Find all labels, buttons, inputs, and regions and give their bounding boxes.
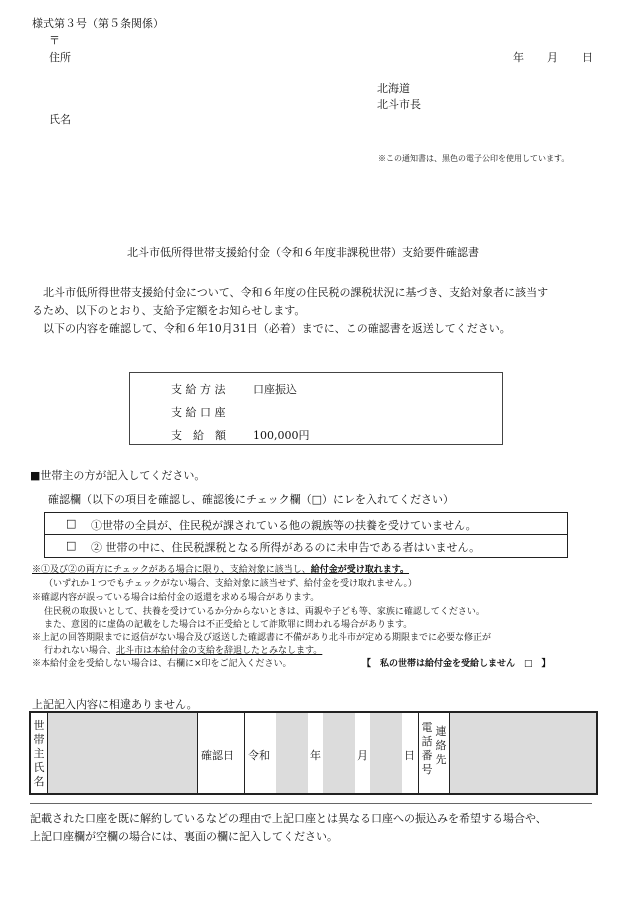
- payment-amount-label: 支 給 額: [171, 429, 226, 442]
- date-month-label: 月: [547, 51, 558, 64]
- day-label: 日: [404, 749, 415, 762]
- checkbox-1[interactable]: □: [66, 517, 77, 530]
- year-cell: [308, 713, 323, 793]
- section-heading: ■世帯主の方が記入してください。: [30, 469, 206, 482]
- payment-info-box: [129, 372, 503, 445]
- confirm-date-label-cell: [198, 713, 244, 793]
- note-1-part-a: ※①及び②の両方にチェックがある場合に限り、支給対象に該当し、: [32, 565, 311, 575]
- note-2: （いずれか１つでもチェックがない場合、支給対象に該当せず、給付金を受け取れません。）: [44, 579, 418, 589]
- contact-label: 連 絡 先: [435, 725, 447, 766]
- head-name-label: 世 帯 主 氏 名: [33, 719, 45, 788]
- year-label: 年: [310, 749, 321, 762]
- checkbox-2[interactable]: □: [66, 539, 77, 552]
- confirm-date-label: 確認日: [201, 749, 234, 762]
- contact-phone-field[interactable]: [450, 713, 596, 793]
- decline-option[interactable]: 【 私の世帯は給付金を受給しません □ 】: [362, 659, 551, 669]
- footer-line-1: 記載された口座を既に解約しているなどの理由で上記口座とは異なる口座への振込みを希望する場合や、: [30, 812, 547, 825]
- day-cell: [402, 713, 418, 793]
- month-label: 月: [357, 749, 368, 762]
- note-1-part-b: 給付金が受け取れます。: [310, 565, 410, 575]
- address-label: 住所: [49, 51, 71, 64]
- head-name-label-cell: [31, 713, 47, 793]
- postal-mark: 〒: [49, 34, 60, 47]
- month-field[interactable]: [323, 713, 355, 793]
- month-cell: [355, 713, 370, 793]
- payment-amount-value: 100,000円: [253, 429, 310, 442]
- confirmation-checklist: [44, 512, 568, 558]
- checklist-row-2: [45, 535, 567, 556]
- checklist-item-1-text: ①世帯の全員が、住民税が課されている他の親族等の扶養を受けていません。: [91, 519, 477, 532]
- signature-table: [29, 711, 598, 795]
- footer-divider: [30, 803, 592, 804]
- name-label: 氏名: [49, 113, 71, 126]
- date-year-label: 年: [513, 51, 524, 64]
- document-title: 北斗市低所得世帯支援給付金（令和６年度非課税世帯）支給要件確認書: [127, 246, 479, 259]
- note-6: ※上記の回答期限までに返信がない場合及び返送した確認書に不備があり北斗市が定める期限までに必要な修正が: [32, 633, 492, 643]
- era-label: 令和: [248, 749, 270, 762]
- note-7-part-a: 行われない場合、: [44, 646, 117, 656]
- day-field[interactable]: [370, 713, 402, 793]
- payment-method-label: 支 給 方 法: [171, 383, 226, 396]
- seal-note: ※この通知書は、黒色の電子公印を使用しています。: [378, 154, 570, 163]
- note-7-part-b: 北斗市は本給付金の支給を辞退したとみなします。: [116, 646, 323, 656]
- body-line-3: 以下の内容を確認して、令和６年10月31日（必着）までに、この確認書を返送してください。: [32, 322, 511, 335]
- footer-line-2: 上記口座欄が空欄の場合には、裏面の欄に記入してください。: [30, 830, 338, 843]
- checklist-item-2-text: ② 世帯の中に、住民税課税となる所得があるのに未申告である者はいません。: [91, 541, 481, 554]
- note-1: [32, 562, 409, 575]
- phone-number-label: 電 話 番 号: [421, 721, 433, 776]
- note-3: ※確認内容が誤っている場合は給付金の返還を求める場合があります。: [32, 593, 320, 603]
- payment-account-label: 支 給 口 座: [171, 406, 226, 419]
- head-name-field[interactable]: [48, 713, 197, 793]
- form-number: 様式第３号（第５条関係）: [32, 17, 164, 30]
- era-cell: [245, 713, 276, 793]
- contact-label-cell: [419, 713, 449, 793]
- year-field[interactable]: [276, 713, 308, 793]
- body-line-1: 北斗市低所得世帯支援給付金について、令和６年度の住民税の課税状況に基づき、支給対象者に該当す: [32, 286, 549, 299]
- issuer-title: 北斗市長: [377, 98, 421, 111]
- issuer-prefecture: 北海道: [377, 82, 410, 95]
- date-day-label: 日: [582, 51, 593, 64]
- note-8: ※本給付金を受給しない場合は、右欄に×印をご記入ください。: [32, 659, 292, 669]
- body-line-2: るため、以下のとおり、支給予定額をお知らせします。: [32, 304, 306, 317]
- checklist-row-1: [45, 513, 567, 535]
- payment-method-value: 口座振込: [253, 383, 297, 396]
- note-7: [44, 643, 322, 656]
- confirm-instruction: 確認欄（以下の項目を確認し、確認後にチェック欄（□）にレを入れてください）: [48, 493, 455, 506]
- signature-intro: 上記記入内容に相違ありません。: [32, 698, 198, 711]
- note-5: また、意図的に虚偽の記載をした場合は不正受給として詐欺罪に問われる場合があります。: [44, 620, 413, 630]
- note-4: 住民税の取扱いとして、扶養を受けているか分からないときは、両親や子ども等、家族に確認してください。: [44, 607, 485, 617]
